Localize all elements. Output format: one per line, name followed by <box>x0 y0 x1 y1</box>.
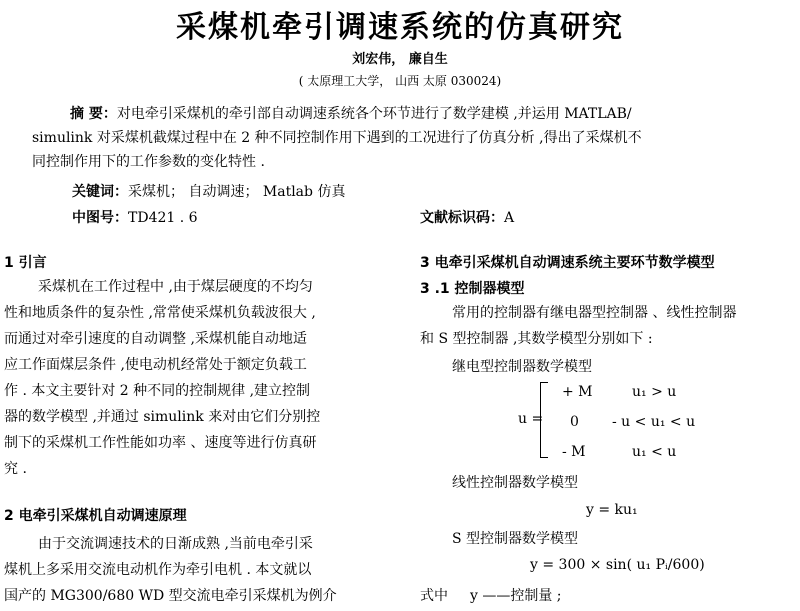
section-3-line: 常用的控制器有继电器型控制器 、线性控制器 <box>452 305 737 321</box>
keywords-value: 采煤机； 自动调速； Matlab 仿真 <box>128 184 346 200</box>
classification <box>72 207 198 229</box>
document-code <box>420 207 514 229</box>
section-1-line: 器的数学模型 ,并通过 simulink 来对由它们分别控 <box>4 409 321 425</box>
section-1-line: 制下的采煤机工作性能如功率 、速度等进行仿真研 <box>4 435 317 451</box>
relay-case-condition: - u < u₁ < u <box>612 414 696 430</box>
section-3-line: 和 S 型控制器 ,其数学模型分别如下 : <box>420 331 653 347</box>
abstract-line-3: 同控制作用下的工作参数的变化特性 . <box>32 154 265 170</box>
section-3-heading: 3 电牵引采煤机自动调速系统主要环节数学模型 <box>420 255 715 271</box>
where-label: 式中 <box>420 588 448 604</box>
section-1-heading: 1 引言 <box>4 255 47 271</box>
abstract-text-1: 对电牵引采煤机的牵引部自动调速系统各个环节进行了数学建模 ,并运用 MATLAB/ <box>116 106 632 122</box>
relay-case-value: 0 <box>570 414 579 430</box>
classification-value: TD421 . 6 <box>128 210 198 226</box>
document-code-value: A <box>504 210 515 226</box>
paper-title: 采煤机牵引调速系统的仿真研究 <box>176 10 624 45</box>
abstract-line-1 <box>70 103 632 125</box>
relay-controller-title: 继电型控制器数学模型 <box>452 359 592 375</box>
relay-case-value: - M <box>562 444 586 460</box>
keywords-label: 关键词： <box>72 184 128 200</box>
section-1-line: 作 . 本文主要针对 2 种不同的控制规律 ,建立控制 <box>4 383 311 399</box>
classification-label: 中图号： <box>72 210 128 226</box>
section-3-1-heading: 3 .1 控制器模型 <box>420 281 525 297</box>
author-list: 刘宏伟， 廉自生 <box>352 52 448 67</box>
abstract-label: 摘 要： <box>70 106 117 122</box>
abstract-line-2: simulink 对采煤机截煤过程中在 2 种不同控制作用下遇到的工况进行了仿真分析 ,得出了采煤机不 <box>32 130 642 146</box>
section-2-heading: 2 电牵引采煤机自动调速原理 <box>4 508 187 524</box>
relay-case-condition: u₁ > u <box>632 384 677 400</box>
linear-equation: y = ku₁ <box>586 502 638 518</box>
section-1-line: 采煤机在工作过程中 ,由于煤层硬度的不均匀 <box>38 279 313 295</box>
section-2-line: 由于交流调速技术的日渐成熟 ,当前电牵引采 <box>38 536 313 552</box>
where-clause <box>420 585 562 607</box>
relay-equation-lhs: u = <box>518 411 544 427</box>
where-text: y ——控制量 ; <box>470 588 562 604</box>
keywords <box>72 181 345 203</box>
section-1-line: 而通过对牵引速度的自动调整 ,采煤机能自动地适 <box>4 331 307 347</box>
relay-case-condition: u₁ < u <box>632 444 677 460</box>
section-1-line: 应工作面煤层条件 ,使电动机经常处于额定负载工 <box>4 357 307 373</box>
section-1-line: 究 . <box>4 461 27 477</box>
left-brace-icon <box>540 382 551 458</box>
relay-case-value: + M <box>562 384 593 400</box>
document-code-label: 文献标识码： <box>420 210 504 226</box>
linear-controller-title: 线性控制器数学模型 <box>452 475 578 491</box>
section-1-line: 性和地质条件的复杂性 ,常常使采煤机负载波很大 , <box>4 305 316 321</box>
section-2-line: 国产的 MG300/680 WD 型交流电牵引采煤机为例介 <box>4 588 337 604</box>
s-controller-title: S 型控制器数学模型 <box>452 531 579 547</box>
s-equation: y = 300 × sin( u₁ Pᵢ/600) <box>530 557 705 573</box>
affiliation: ( 太原理工大学， 山西 太原 030024) <box>298 74 502 88</box>
section-2-line: 煤机上多采用交流电动机作为牵引电机 . 本文就以 <box>4 562 312 578</box>
